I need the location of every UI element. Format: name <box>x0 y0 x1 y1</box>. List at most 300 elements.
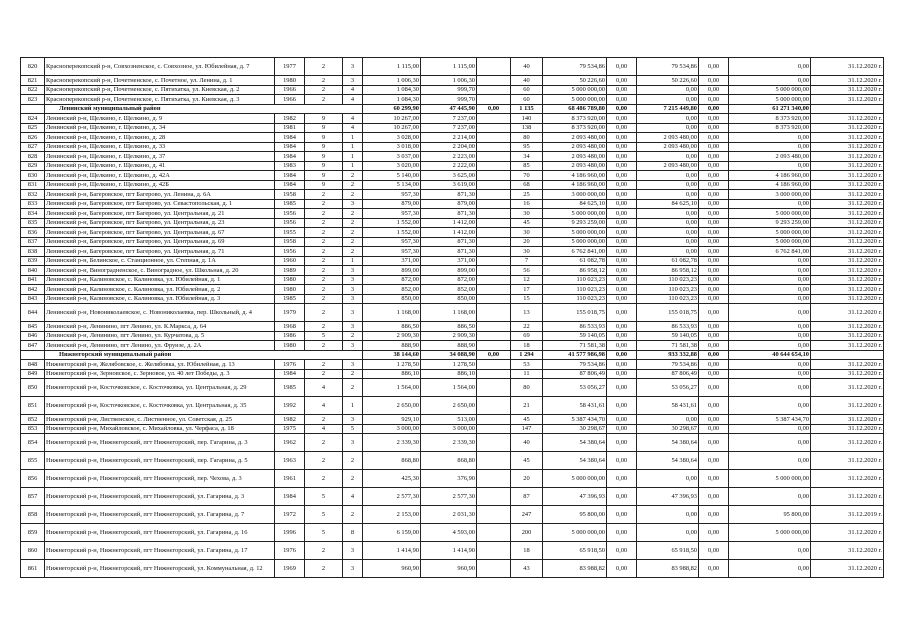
cost-1: 0,00 <box>607 266 637 276</box>
cost-2: 61 082,78 <box>637 256 699 266</box>
total-cost: 110 023,23 <box>543 285 607 295</box>
area-total: 5 134,00 <box>363 180 421 190</box>
area-nonresidential <box>477 218 511 228</box>
table-row <box>21 379 884 397</box>
area-nonresidential <box>477 76 511 86</box>
address: Ленинский р-н, Щелкино, г. Щелкино, д. 28 <box>45 133 275 143</box>
area-nonresidential <box>477 199 511 209</box>
row-number: 839 <box>21 256 45 266</box>
cost-3: 0,00 <box>699 331 729 341</box>
total-cost: 5 000 000,00 <box>543 228 607 238</box>
area-nonresidential <box>477 360 511 370</box>
district-cost-2: 933 332,88 <box>637 350 699 360</box>
district-area-nonresidential: 0,00 <box>477 350 511 360</box>
area-total: 10 267,00 <box>363 123 421 133</box>
floors: 2 <box>305 322 343 332</box>
residents: 45 <box>511 452 543 470</box>
area-total: 3 020,00 <box>363 161 421 171</box>
area-nonresidential <box>477 524 511 542</box>
total-cost: 5 000 000,00 <box>543 524 607 542</box>
cost-4: 0,00 <box>729 322 811 332</box>
deadline: 31.12.2020 г. <box>811 218 884 228</box>
build-year: 1980 <box>275 275 305 285</box>
table-row <box>21 180 884 190</box>
area-total: 2 577,30 <box>363 488 421 506</box>
cost-4: 0,00 <box>729 133 811 143</box>
entrances: 1 <box>343 133 363 143</box>
residents: 25 <box>511 190 543 200</box>
cost-4: 8 373 920,00 <box>729 114 811 124</box>
area-residential: 1 414,90 <box>421 542 477 560</box>
deadline: 31.12.2020 г. <box>811 237 884 247</box>
address: Нижнегорский р-н, Лиственское, с. Лиственное, ул. Советская, д. 25 <box>45 415 275 425</box>
area-total: 10 267,00 <box>363 114 421 124</box>
address: Ленинский р-н, Калиновское, с. Калиновка, ул. Юбилейная, д. 1 <box>45 275 275 285</box>
cost-2: 71 581,38 <box>637 341 699 351</box>
floors: 5 <box>305 488 343 506</box>
cost-1: 0,00 <box>607 114 637 124</box>
cost-2: 54 380,64 <box>637 452 699 470</box>
floors: 2 <box>305 470 343 488</box>
deadline: 31.12.2020 г. <box>811 133 884 143</box>
registry-body <box>21 58 884 578</box>
area-total: 3 000,00 <box>363 424 421 434</box>
floors: 9 <box>305 171 343 181</box>
row-number: 836 <box>21 228 45 238</box>
cost-2: 0,00 <box>637 209 699 219</box>
entrances: 3 <box>343 199 363 209</box>
floors: 2 <box>305 190 343 200</box>
floors: 2 <box>305 369 343 379</box>
cost-4: 5 000 000,00 <box>729 470 811 488</box>
table-row <box>21 152 884 162</box>
cost-3: 0,00 <box>699 285 729 295</box>
residents: 53 <box>511 360 543 370</box>
area-residential: 886,50 <box>421 322 477 332</box>
area-total: 1 564,00 <box>363 379 421 397</box>
area-total: 899,00 <box>363 266 421 276</box>
table-row <box>21 237 884 247</box>
cost-2: 0,00 <box>637 247 699 257</box>
cost-4: 0,00 <box>729 58 811 76</box>
area-total: 868,80 <box>363 452 421 470</box>
cost-4: 5 000 000,00 <box>729 228 811 238</box>
residents: 13 <box>511 304 543 322</box>
district-cost-2: 7 215 449,80 <box>637 104 699 114</box>
area-nonresidential <box>477 114 511 124</box>
cost-4: 5 000 000,00 <box>729 524 811 542</box>
cost-1: 0,00 <box>607 85 637 95</box>
area-nonresidential <box>477 331 511 341</box>
cost-3: 0,00 <box>699 209 729 219</box>
total-cost: 65 918,50 <box>543 542 607 560</box>
floors: 5 <box>305 524 343 542</box>
cost-4: 0,00 <box>729 488 811 506</box>
cost-3: 0,00 <box>699 228 729 238</box>
residents: 60 <box>511 95 543 105</box>
cost-2: 59 140,05 <box>637 331 699 341</box>
cost-3: 0,00 <box>699 218 729 228</box>
address: Ленинский р-н, Щелкино, г. Щелкино, д. 41 <box>45 161 275 171</box>
area-total: 3 018,00 <box>363 142 421 152</box>
residents: 138 <box>511 123 543 133</box>
cost-1: 0,00 <box>607 218 637 228</box>
deadline: 31.12.2020 г. <box>811 294 884 304</box>
table-row <box>21 285 884 295</box>
area-nonresidential <box>477 452 511 470</box>
deadline: 31.12.2020 г. <box>811 415 884 425</box>
address: Ленинский р-н, Щелкино, г. Щелкино, д. 42Б <box>45 180 275 190</box>
table-row <box>21 331 884 341</box>
floors: 2 <box>305 218 343 228</box>
area-residential: 376,90 <box>421 470 477 488</box>
table-row <box>21 452 884 470</box>
residents: 45 <box>511 218 543 228</box>
deadline: 31.12.2020 г. <box>811 470 884 488</box>
cost-3: 0,00 <box>699 247 729 257</box>
entrances: 3 <box>343 360 363 370</box>
deadline: 31.12.2020 г. <box>811 180 884 190</box>
floors: 2 <box>305 415 343 425</box>
address: Ленинский р-н, Щелкино, г. Щелкино, д. 42А <box>45 171 275 181</box>
deadline: 31.12.2020 г. <box>811 228 884 238</box>
district-residents: 1 135 <box>511 104 543 114</box>
entrances: 2 <box>343 218 363 228</box>
cost-1: 0,00 <box>607 369 637 379</box>
cost-3: 0,00 <box>699 199 729 209</box>
entrances: 2 <box>343 470 363 488</box>
area-residential: 2 650,00 <box>421 397 477 415</box>
cost-3: 0,00 <box>699 542 729 560</box>
address: Нижнегорский р-н, Нижнегорский, пгт Нижнегорский, ул. Гагарина, д. 7 <box>45 506 275 524</box>
row-number: 821 <box>21 76 45 86</box>
area-residential: 850,00 <box>421 294 477 304</box>
cost-1: 0,00 <box>607 58 637 76</box>
cost-1: 0,00 <box>607 470 637 488</box>
cost-2: 0,00 <box>637 218 699 228</box>
residents: 60 <box>511 85 543 95</box>
area-residential: 2 909,30 <box>421 331 477 341</box>
deadline: 31.12.2020 г. <box>811 341 884 351</box>
table-row <box>21 85 884 95</box>
cost-3: 0,00 <box>699 369 729 379</box>
area-total: 2 650,00 <box>363 397 421 415</box>
table-row <box>21 171 884 181</box>
cost-4: 0,00 <box>729 76 811 86</box>
area-nonresidential <box>477 341 511 351</box>
cost-3: 0,00 <box>699 488 729 506</box>
total-cost: 5 000 000,00 <box>543 470 607 488</box>
floors: 2 <box>305 560 343 578</box>
cost-2: 2 093 480,00 <box>637 133 699 143</box>
entrances: 3 <box>343 341 363 351</box>
registry-table <box>20 57 884 578</box>
area-total: 2 909,30 <box>363 331 421 341</box>
residents: 20 <box>511 237 543 247</box>
total-cost: 53 056,27 <box>543 379 607 397</box>
build-year: 1984 <box>275 142 305 152</box>
area-nonresidential <box>477 542 511 560</box>
area-nonresidential <box>477 415 511 425</box>
table-row <box>21 560 884 578</box>
area-nonresidential <box>477 294 511 304</box>
cost-3: 0,00 <box>699 180 729 190</box>
entrances: 3 <box>343 322 363 332</box>
entrances: 3 <box>343 542 363 560</box>
total-cost: 110 023,23 <box>543 275 607 285</box>
row-number: 859 <box>21 524 45 542</box>
address: Ленинский р-н, Ленинино, пгт Ленино, ул. Курчатова, д. 5 <box>45 331 275 341</box>
cost-3: 0,00 <box>699 424 729 434</box>
address: Ленинский р-н, Калиновское, с. Калиновка, ул. Юбилейная, д. 3 <box>45 294 275 304</box>
total-cost: 47 396,93 <box>543 488 607 506</box>
cost-4: 9 293 259,00 <box>729 218 811 228</box>
total-cost: 54 380,64 <box>543 452 607 470</box>
cost-4: 5 000 000,00 <box>729 95 811 105</box>
area-total: 1 552,00 <box>363 228 421 238</box>
floors: 2 <box>305 256 343 266</box>
area-total: 957,30 <box>363 190 421 200</box>
row-number: 843 <box>21 294 45 304</box>
area-total: 888,90 <box>363 341 421 351</box>
build-year: 1966 <box>275 85 305 95</box>
total-cost: 4 186 960,00 <box>543 180 607 190</box>
cost-1: 0,00 <box>607 133 637 143</box>
build-year: 1968 <box>275 322 305 332</box>
cost-3: 0,00 <box>699 360 729 370</box>
residents: 40 <box>511 58 543 76</box>
address: Ленинский р-н, Белинское, с. Станционное, ул. Степная, д. 1А <box>45 256 275 266</box>
cost-3: 0,00 <box>699 142 729 152</box>
deadline: 31.12.2020 г. <box>811 266 884 276</box>
floors: 2 <box>305 266 343 276</box>
residents: 147 <box>511 424 543 434</box>
entrances: 3 <box>343 415 363 425</box>
deadline: 31.12.2020 г. <box>811 199 884 209</box>
area-total: 371,00 <box>363 256 421 266</box>
row-number: 858 <box>21 506 45 524</box>
row-number: 833 <box>21 199 45 209</box>
build-year: 1977 <box>275 58 305 76</box>
cost-1: 0,00 <box>607 199 637 209</box>
deadline: 31.12.2020 г. <box>811 524 884 542</box>
entrances: 3 <box>343 434 363 452</box>
residents: 87 <box>511 488 543 506</box>
residents: 43 <box>511 560 543 578</box>
address: Красноперекопский р-н, Почетненское, с. Пятихатка, ул. Киевская, д. 3 <box>45 95 275 105</box>
total-cost: 155 018,75 <box>543 304 607 322</box>
row-number: 826 <box>21 133 45 143</box>
cost-3: 0,00 <box>699 76 729 86</box>
area-total: 1 278,50 <box>363 360 421 370</box>
floors: 9 <box>305 180 343 190</box>
table-row <box>21 190 884 200</box>
area-residential: 871,30 <box>421 190 477 200</box>
district-deadline-cell <box>811 350 884 360</box>
cost-4: 95 800,00 <box>729 506 811 524</box>
area-residential: 3 625,00 <box>421 171 477 181</box>
cost-4: 4 186 960,00 <box>729 180 811 190</box>
area-residential: 1 278,50 <box>421 360 477 370</box>
total-cost: 2 093 480,00 <box>543 142 607 152</box>
district-cost-3: 0,00 <box>699 350 729 360</box>
deadline: 31.12.2020 г. <box>811 256 884 266</box>
deadline: 31.12.2020 г. <box>811 369 884 379</box>
area-residential: 852,00 <box>421 285 477 295</box>
cost-2: 0,00 <box>637 95 699 105</box>
area-total: 886,50 <box>363 322 421 332</box>
floors: 9 <box>305 114 343 124</box>
residents: 56 <box>511 266 543 276</box>
area-nonresidential <box>477 434 511 452</box>
build-year: 1982 <box>275 415 305 425</box>
build-year: 1985 <box>275 294 305 304</box>
area-total: 3 028,00 <box>363 133 421 143</box>
total-cost: 95 800,00 <box>543 506 607 524</box>
area-residential: 1 115,00 <box>421 58 477 76</box>
build-year: 1992 <box>275 397 305 415</box>
area-residential: 3 000,00 <box>421 424 477 434</box>
area-residential: 1 412,00 <box>421 218 477 228</box>
cost-3: 0,00 <box>699 237 729 247</box>
area-residential: 2 223,00 <box>421 152 477 162</box>
build-year: 1972 <box>275 506 305 524</box>
cost-1: 0,00 <box>607 161 637 171</box>
table-row <box>21 415 884 425</box>
entrances: 3 <box>343 294 363 304</box>
cost-4: 0,00 <box>729 379 811 397</box>
district-area-total: 38 144,60 <box>363 350 421 360</box>
entrances: 3 <box>343 560 363 578</box>
total-cost: 2 093 480,00 <box>543 133 607 143</box>
row-number: 832 <box>21 190 45 200</box>
area-residential: 2 222,00 <box>421 161 477 171</box>
area-nonresidential <box>477 123 511 133</box>
area-nonresidential <box>477 397 511 415</box>
cost-2: 0,00 <box>637 171 699 181</box>
area-total: 872,00 <box>363 275 421 285</box>
floors: 2 <box>305 76 343 86</box>
cost-1: 0,00 <box>607 379 637 397</box>
deadline: 31.12.2020 г. <box>811 452 884 470</box>
row-number: 847 <box>21 341 45 351</box>
deadline: 31.12.2020 г. <box>811 58 884 76</box>
build-year: 1979 <box>275 304 305 322</box>
entrances: 3 <box>343 285 363 295</box>
residents: 68 <box>511 180 543 190</box>
area-nonresidential <box>477 266 511 276</box>
area-nonresidential <box>477 171 511 181</box>
cost-3: 0,00 <box>699 152 729 162</box>
total-cost: 2 093 480,00 <box>543 152 607 162</box>
deadline: 31.12.2020 г. <box>811 85 884 95</box>
entrances: 2 <box>343 209 363 219</box>
area-total: 3 037,00 <box>363 152 421 162</box>
area-residential: 960,90 <box>421 560 477 578</box>
residents: 18 <box>511 542 543 560</box>
table-row <box>21 228 884 238</box>
area-residential: 1 006,30 <box>421 76 477 86</box>
cost-4: 8 373 920,00 <box>729 123 811 133</box>
address: Нижнегорский р-н, Нижнегорский, пгт Нижнегорский, ул. Гагарина, д. 17 <box>45 542 275 560</box>
area-total: 425,30 <box>363 470 421 488</box>
entrances: 1 <box>343 142 363 152</box>
address: Нижнегорский р-н, Нижнегорский, пгт Нижнегорский, ул. Гагарина, д. 3 <box>45 488 275 506</box>
cost-4: 0,00 <box>729 341 811 351</box>
build-year: 1955 <box>275 228 305 238</box>
area-nonresidential <box>477 95 511 105</box>
row-number: 857 <box>21 488 45 506</box>
total-cost: 79 534,86 <box>543 58 607 76</box>
build-year: 1984 <box>275 180 305 190</box>
total-cost: 9 293 259,00 <box>543 218 607 228</box>
deadline: 31.12.2020 г. <box>811 123 884 133</box>
cost-2: 30 298,67 <box>637 424 699 434</box>
residents: 247 <box>511 506 543 524</box>
address: Нижнегорский р-н, Косточковское, с. Косточковка, ул. Центральная, д. 35 <box>45 397 275 415</box>
total-cost: 61 082,78 <box>543 256 607 266</box>
deadline: 31.12.2020 г. <box>811 379 884 397</box>
total-cost: 79 534,86 <box>543 360 607 370</box>
cost-2: 83 988,82 <box>637 560 699 578</box>
table-row <box>21 114 884 124</box>
entrances: 5 <box>343 424 363 434</box>
area-nonresidential <box>477 285 511 295</box>
area-total: 2 339,30 <box>363 434 421 452</box>
entrances: 1 <box>343 152 363 162</box>
floors: 2 <box>305 304 343 322</box>
deadline: 31.12.2020 г. <box>811 171 884 181</box>
cost-2: 53 056,27 <box>637 379 699 397</box>
residents: 30 <box>511 228 543 238</box>
cost-1: 0,00 <box>607 237 637 247</box>
address: Нижнегорский р-н, Нижнегорский, пгт Нижнегорский, пер. Гагарина, д. 5 <box>45 452 275 470</box>
build-year: 1980 <box>275 341 305 351</box>
total-cost: 4 186 960,00 <box>543 171 607 181</box>
total-cost: 59 140,05 <box>543 331 607 341</box>
area-residential: 3 619,00 <box>421 180 477 190</box>
floors: 2 <box>305 452 343 470</box>
total-cost: 110 023,23 <box>543 294 607 304</box>
district-total-cost: 68 486 789,80 <box>543 104 607 114</box>
cost-1: 0,00 <box>607 285 637 295</box>
table-row <box>21 247 884 257</box>
floors: 9 <box>305 133 343 143</box>
deadline: 31.12.2020 г. <box>811 424 884 434</box>
residents: 20 <box>511 470 543 488</box>
cost-3: 0,00 <box>699 256 729 266</box>
cost-3: 0,00 <box>699 397 729 415</box>
build-year: 1984 <box>275 152 305 162</box>
area-residential: 2 339,30 <box>421 434 477 452</box>
cost-2: 2 093 480,00 <box>637 142 699 152</box>
area-nonresidential <box>477 142 511 152</box>
district-area-residential: 47 445,90 <box>421 104 477 114</box>
entrances: 2 <box>343 237 363 247</box>
table-row <box>21 256 884 266</box>
row-number: 849 <box>21 369 45 379</box>
cost-1: 0,00 <box>607 275 637 285</box>
total-cost: 5 000 000,00 <box>543 85 607 95</box>
table-row <box>21 294 884 304</box>
build-year: 1958 <box>275 237 305 247</box>
area-total: 852,00 <box>363 285 421 295</box>
entrances: 4 <box>343 488 363 506</box>
area-residential: 871,30 <box>421 247 477 257</box>
cost-2: 0,00 <box>637 85 699 95</box>
entrances: 8 <box>343 524 363 542</box>
table-row <box>21 524 884 542</box>
